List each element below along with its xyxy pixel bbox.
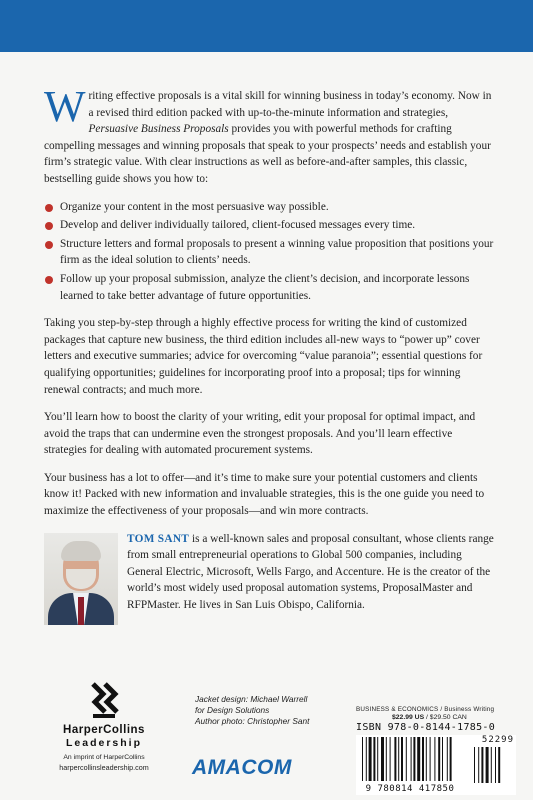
publisher-imprint-line: Leadership (65, 737, 143, 749)
body-paragraph: Your business has a lot to offer—and it’s time to make sure your potential customers and clients know it! Packed with new information and invaluable strategies, this is the one guide you need to maximize the effectiveness of your proposals—and win more contracts. (44, 471, 485, 518)
credit-line: Author photo: Christopher Sant (195, 716, 310, 726)
publisher-url: harpercollinsleadership.com (59, 763, 149, 772)
price-addon-number: 52299 (481, 735, 514, 745)
price-us: $22.99 US (392, 714, 425, 721)
bullet-dot-icon (45, 276, 53, 284)
author-name: TOM SANT (127, 532, 190, 545)
amacom-logo: AMACOM (192, 756, 292, 779)
list-item-text: Organize your content in the most persuasive way possible. (60, 200, 329, 213)
book-title: Persuasive Business Proposals (88, 123, 229, 136)
credit-line: Jacket design: Michael Warrell (195, 694, 308, 704)
intro-text-1: riting effective proposals is a vital skill for winning business in today’s economy. Now in a revised third edition packed with up-to-the-minute information and strategies, (88, 90, 492, 119)
list-item (44, 236, 494, 269)
list-item-text: Develop and deliver individually tailored, client-focused messages every time. (60, 219, 416, 232)
author-photo (44, 533, 118, 625)
list-item (44, 217, 494, 234)
author-bio: is a well-known sales and proposal consultant, whose clients range from small entrepreneurial operations to Global 500 companies, including General Electric, Microsoft, Wells Fargo, and Accenture. He is the creator of the world’s most widely used proposal automation systems, ProposalMaster and RFPMaster. He lives in San Luis Obispo, California. (127, 532, 494, 612)
credits (195, 694, 325, 727)
ean-number: 9 780814 417850 (365, 784, 455, 794)
publisher-logo (44, 682, 164, 772)
intro-text-2: provides you with powerful methods for crafting compelling messages and winning proposals that speak to your prospects’ needs and establish your firm’s strategic value. With clear instructions as well as before-and-after samples, this classic, bestselling guide shows you how to: (44, 123, 491, 185)
price-line: $22.99 US / $29.50 CAN (392, 714, 467, 721)
credit-line: for Design Solutions (195, 705, 270, 715)
barcode-block (356, 706, 516, 795)
publisher-imprint-note: An imprint of HarperCollins (63, 754, 145, 761)
isbn: ISBN 978-0-8144-1785-0 (356, 722, 496, 733)
drop-cap: W (44, 82, 86, 131)
publisher-name: HarperCollins (63, 724, 145, 736)
bullet-dot-icon (45, 241, 53, 249)
list-item-text: Structure letters and formal proposals to present a winning value proposition that positions your firm as the ideal solution to clients’ needs. (60, 237, 494, 267)
body-paragraph: Taking you step-by-step through a highly effective process for writing the kind of customized packages that capture new business, the third edition includes all-new ways to “power up” cover letters and executive summaries; advice for overcoming “value paranoia”; essential questions for qualifying opportunities; guidelines for incorporating proof into a proposal; tips for winning renewal contracts; and much more. (44, 317, 483, 396)
top-color-band (0, 0, 533, 52)
price-can: $29.50 CAN (429, 714, 467, 721)
list-item (44, 199, 494, 216)
footer (0, 672, 533, 800)
list-item (44, 271, 494, 304)
book-category: BUSINESS & ECONOMICS / Business Writing (356, 706, 495, 713)
bullet-dot-icon (45, 222, 53, 230)
author-section (44, 531, 494, 625)
body-paragraph: You’ll learn how to boost the clarity of your writing, edit your proposal for optimal impact, and avoid the traps that can undermine even the strongest proposals. And you’ll learn effective strategies for dealing with automated procurement systems. (44, 411, 476, 457)
harpercollins-flame-icon (89, 682, 119, 720)
barcode (356, 735, 516, 795)
intro-paragraph (44, 82, 494, 188)
list-item-text: Follow up your proposal submission, analyze the client’s decision, and incorporate lessons learned to take better advantage of future opportunities. (60, 272, 470, 302)
benefit-list (44, 199, 494, 305)
bullet-dot-icon (45, 204, 53, 212)
back-cover-copy (44, 82, 494, 625)
